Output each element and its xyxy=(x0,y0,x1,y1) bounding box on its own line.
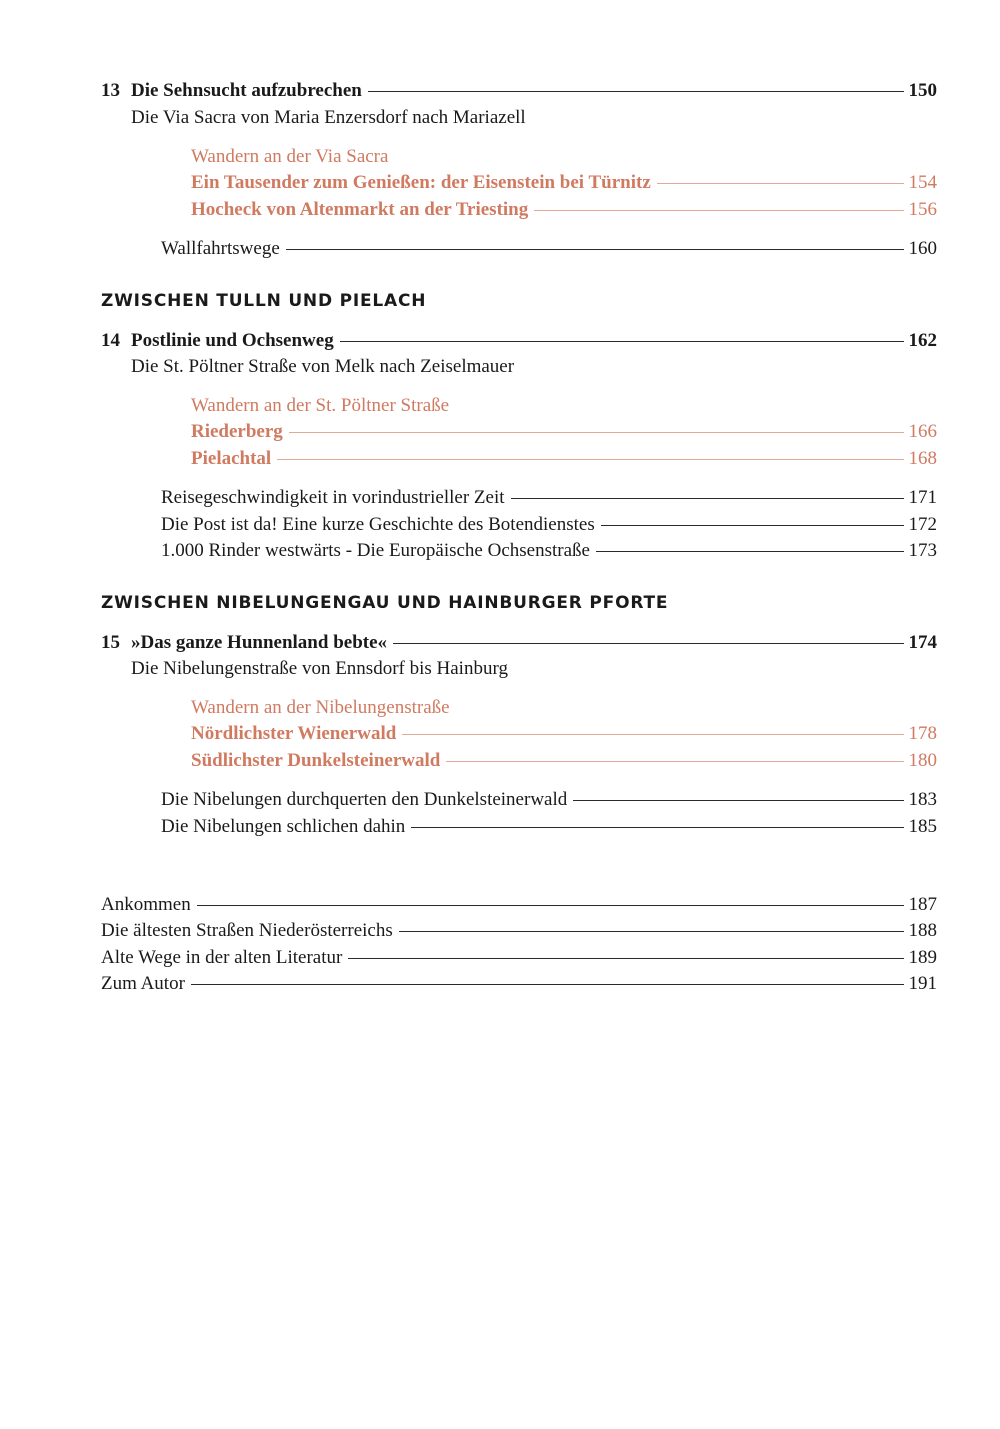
dot-leader xyxy=(596,551,904,552)
extra-title: 1.000 Rinder westwärts - Die Europäische Ochsenstraße xyxy=(161,540,590,561)
hike-title: Südlichster Dunkelsteinerwald xyxy=(191,750,441,771)
page-number: 178 xyxy=(908,723,937,744)
page-number: 173 xyxy=(908,540,937,561)
dot-leader xyxy=(191,984,904,985)
dot-leader xyxy=(289,432,904,433)
page-number: 150 xyxy=(908,80,937,101)
page-number: 172 xyxy=(908,514,937,535)
dot-leader xyxy=(286,249,904,250)
backmatter-title: Alte Wege in der alten Literatur xyxy=(101,947,343,968)
hike-title: Pielachtal xyxy=(191,448,272,469)
toc-chapter-13[interactable] xyxy=(101,79,937,103)
page-number: 154 xyxy=(908,172,937,193)
toc-extra-entry[interactable] xyxy=(161,513,937,537)
chapter-title: Die Sehnsucht aufzubrechen xyxy=(131,80,362,101)
backmatter-title: Die ältesten Straßen Niederösterreichs xyxy=(101,920,393,941)
toc-hike-entry[interactable] xyxy=(191,447,937,471)
toc-extra-entry[interactable] xyxy=(161,237,937,261)
page-number: 168 xyxy=(908,448,937,469)
toc-extra-entry[interactable] xyxy=(161,815,937,839)
dot-leader xyxy=(402,734,903,735)
extra-title: Die Post ist da! Eine kurze Geschichte des Botendienstes xyxy=(161,514,595,535)
extra-title: Wallfahrtswege xyxy=(161,238,280,259)
chapter-number: 13 xyxy=(101,80,120,101)
chapter-subtitle: Die Nibelungenstraße von Ennsdorf bis Hainburg xyxy=(131,658,508,679)
toc-extra-entry[interactable] xyxy=(161,486,937,510)
extra-title: Die Nibelungen schlichen dahin xyxy=(161,816,406,837)
dot-leader xyxy=(534,210,903,211)
page-number: 160 xyxy=(908,238,937,259)
page-number: 185 xyxy=(908,816,937,837)
toc-hike-entry[interactable] xyxy=(191,171,937,195)
dot-leader xyxy=(348,958,903,959)
backmatter-title: Ankommen xyxy=(101,894,191,915)
chapter-subtitle: Die Via Sacra von Maria Enzersdorf nach Mariazell xyxy=(131,107,526,128)
section-heading: ZWISCHEN NIBELUNGENGAU UND HAINBURGER PFORTE xyxy=(101,593,669,613)
page-number: 180 xyxy=(908,750,937,771)
page-number: 162 xyxy=(908,330,937,351)
extra-title: Die Nibelungen durchquerten den Dunkelsteinerwald xyxy=(161,789,568,810)
toc-chapter-15[interactable] xyxy=(101,631,937,655)
toc-hike-entry[interactable] xyxy=(191,420,937,444)
toc-backmatter-entry[interactable] xyxy=(101,893,937,917)
page-number: 166 xyxy=(908,421,937,442)
wander-heading: Wandern an der St. Pöltner Straße xyxy=(191,395,450,416)
toc-backmatter-entry[interactable] xyxy=(101,946,937,970)
toc-hike-entry[interactable] xyxy=(191,722,937,746)
dot-leader xyxy=(399,931,904,932)
hike-title: Riederberg xyxy=(191,421,283,442)
toc-extra-entry[interactable] xyxy=(161,788,937,812)
page-number: 183 xyxy=(908,789,937,810)
dot-leader xyxy=(601,525,904,526)
hike-title: Hocheck von Altenmarkt an der Triesting xyxy=(191,199,529,220)
chapter-number: 14 xyxy=(101,330,120,351)
page-number: 171 xyxy=(908,487,937,508)
dot-leader xyxy=(657,183,904,184)
toc-backmatter-entry[interactable] xyxy=(101,919,937,943)
dot-leader xyxy=(340,341,904,342)
wander-heading: Wandern an der Via Sacra xyxy=(191,146,389,167)
dot-leader xyxy=(573,800,903,801)
wander-heading: Wandern an der Nibelungenstraße xyxy=(191,697,450,718)
page-number: 187 xyxy=(908,894,937,915)
toc-chapter-14[interactable] xyxy=(101,329,937,353)
dot-leader xyxy=(393,643,903,644)
toc-hike-entry[interactable] xyxy=(191,198,937,222)
page-number: 174 xyxy=(908,632,937,653)
hike-title: Ein Tausender zum Genießen: der Eisenstein bei Türnitz xyxy=(191,172,651,193)
extra-title: Reisegeschwindigkeit in vorindustrieller Zeit xyxy=(161,487,505,508)
toc-hike-entry[interactable] xyxy=(191,749,937,773)
dot-leader xyxy=(368,91,904,92)
toc-backmatter-entry[interactable] xyxy=(101,972,937,996)
dot-leader xyxy=(277,459,903,460)
dot-leader xyxy=(511,498,904,499)
chapter-number: 15 xyxy=(101,632,120,653)
chapter-subtitle: Die St. Pöltner Straße von Melk nach Zeiselmauer xyxy=(131,356,515,377)
toc-extra-entry[interactable] xyxy=(161,539,937,563)
chapter-title: »Das ganze Hunnenland bebte« xyxy=(131,632,388,653)
page-number: 189 xyxy=(908,947,937,968)
dot-leader xyxy=(411,827,903,828)
dot-leader xyxy=(197,905,904,906)
page-number: 188 xyxy=(908,920,937,941)
page-number: 191 xyxy=(908,973,937,994)
page-number: 156 xyxy=(908,199,937,220)
hike-title: Nördlichster Wienerwald xyxy=(191,723,397,744)
dot-leader xyxy=(446,761,903,762)
chapter-title: Postlinie und Ochsenweg xyxy=(131,330,334,351)
section-heading: ZWISCHEN TULLN UND PIELACH xyxy=(101,291,427,311)
backmatter-title: Zum Autor xyxy=(101,973,185,994)
